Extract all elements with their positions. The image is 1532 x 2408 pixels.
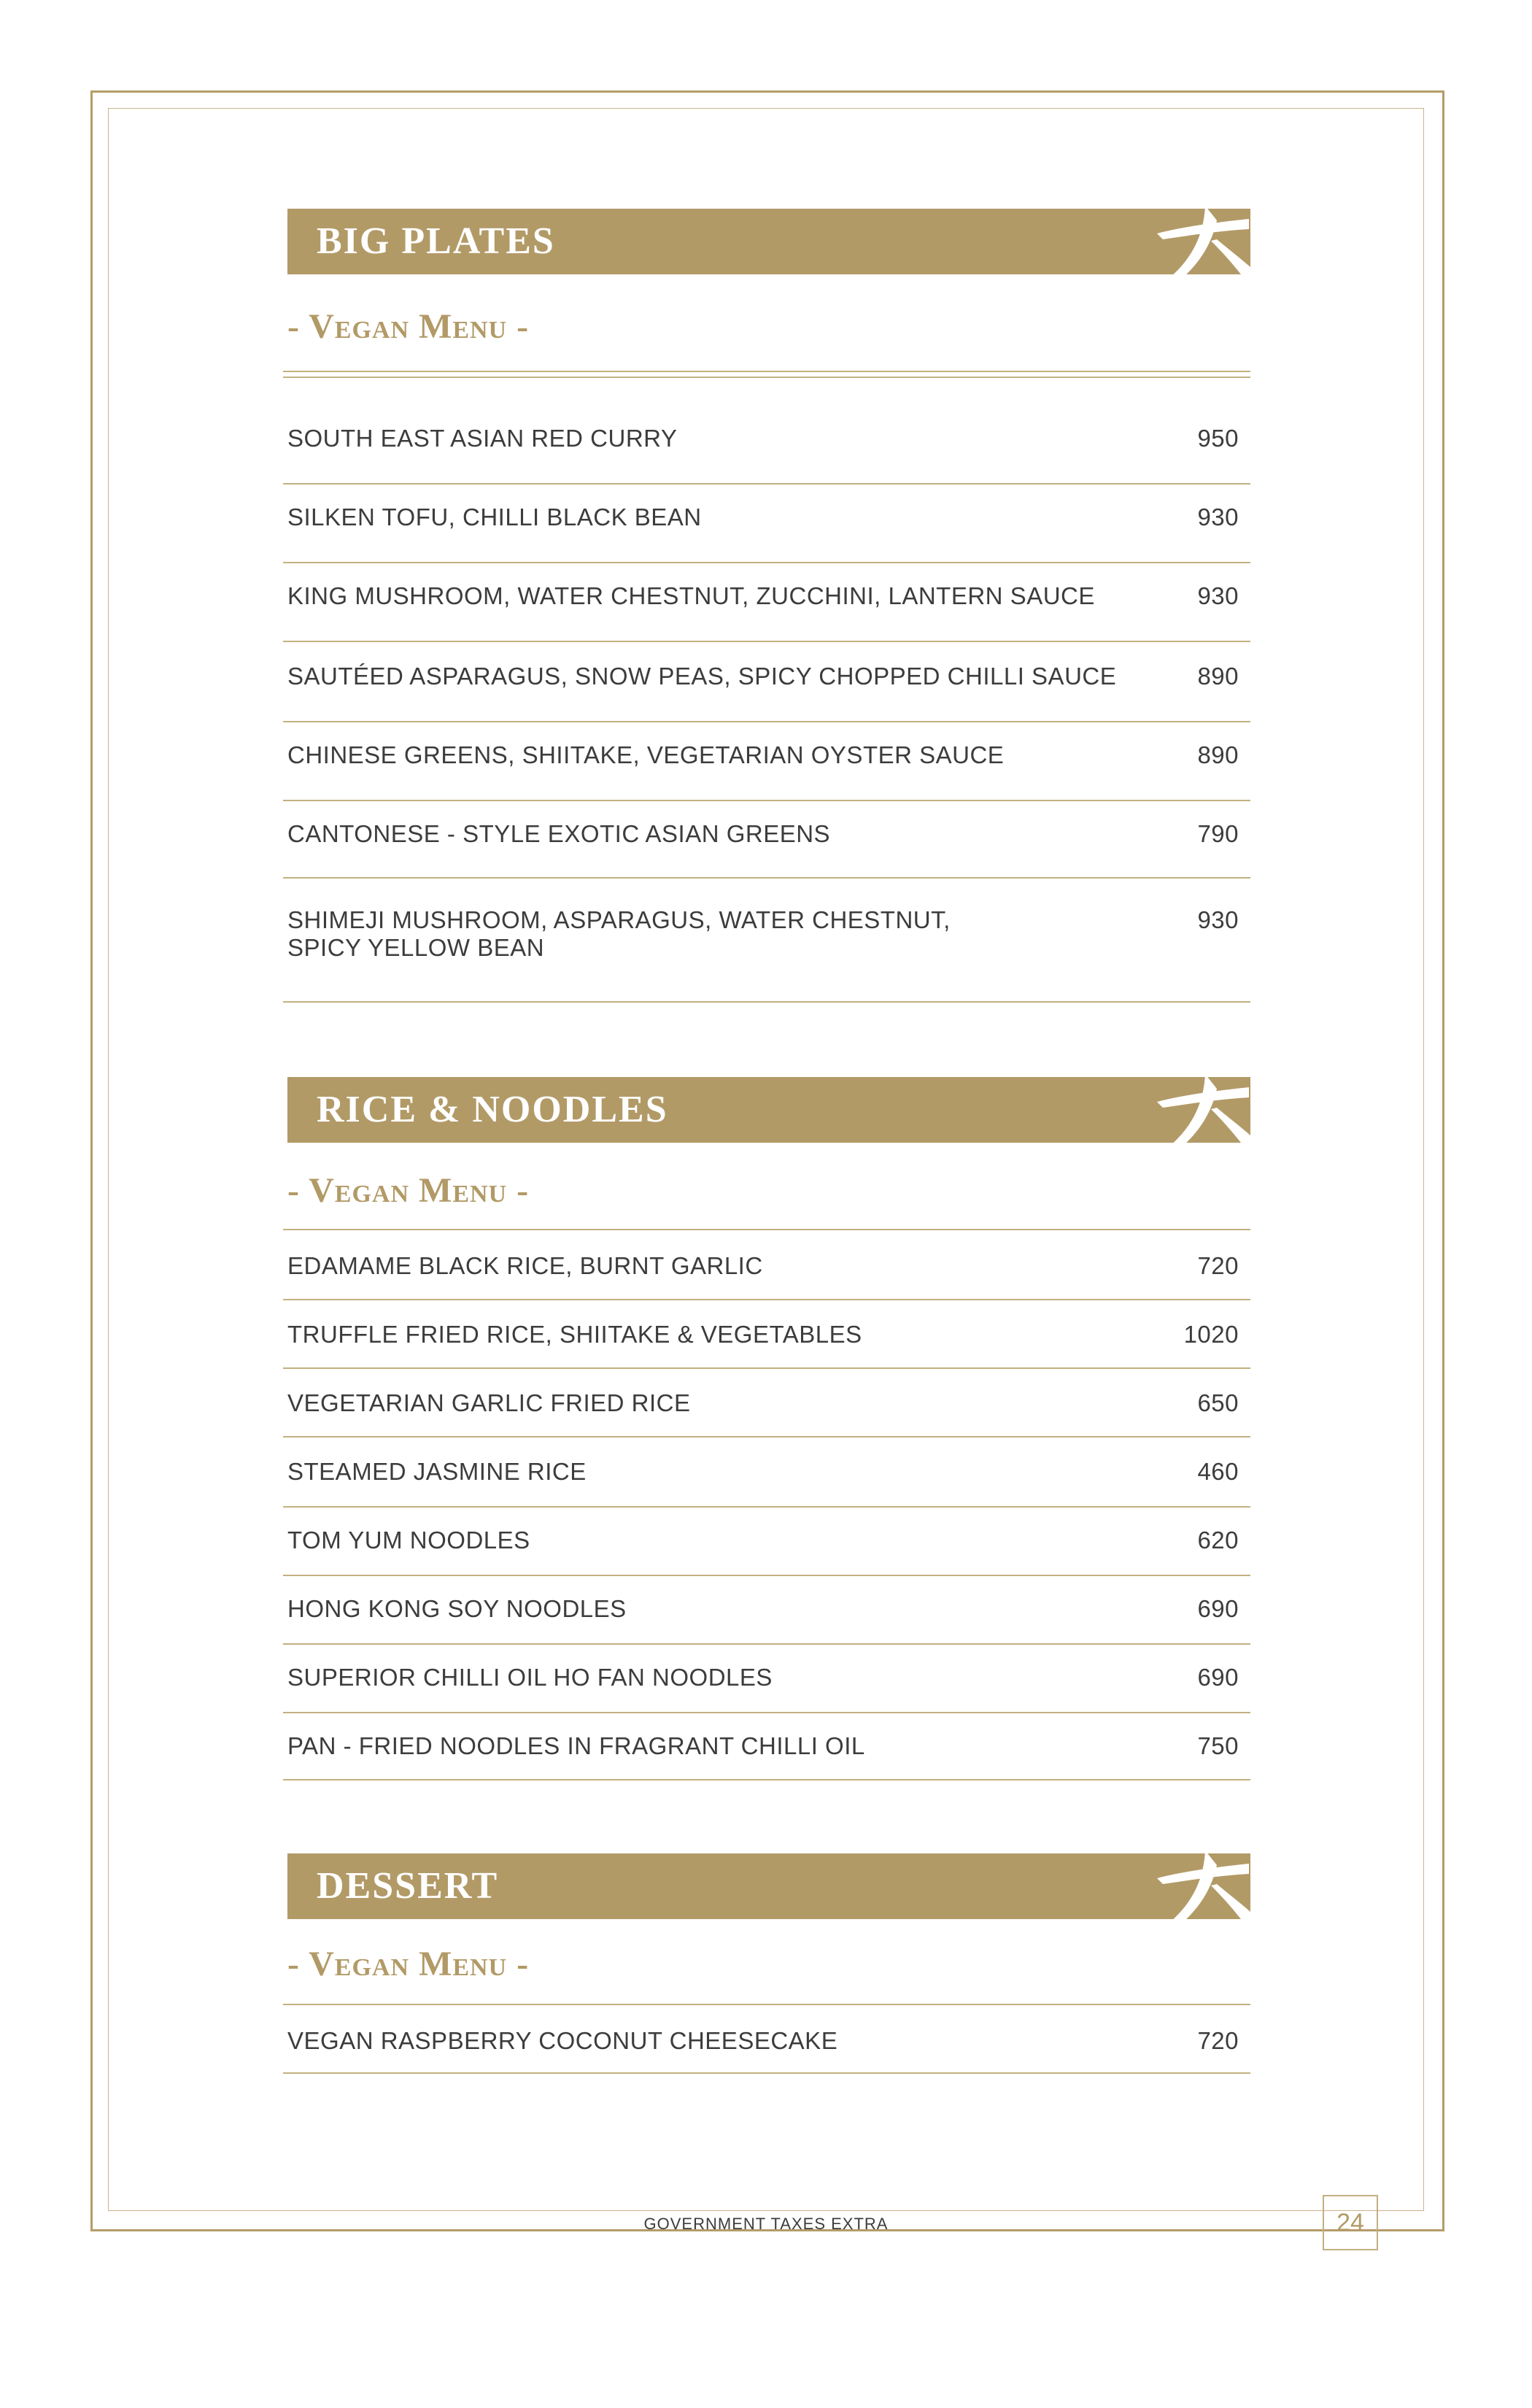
menu-item-price: 720 xyxy=(1197,2027,1239,2054)
section-subtitle: - Vegan Menu - xyxy=(287,1171,530,1210)
item-divider xyxy=(283,483,1250,485)
section-big-plates xyxy=(287,209,1250,961)
footer-note: GOVERNMENT TAXES EXTRA xyxy=(643,2215,889,2233)
item-divider xyxy=(283,2072,1250,2074)
menu-item-name: TRUFFLE FRIED RICE, SHIITAKE & VEGETABLES xyxy=(287,1321,862,1348)
item-divider xyxy=(283,1643,1250,1645)
chinese-character-da-icon xyxy=(1141,206,1250,277)
menu-item-price: 750 xyxy=(1197,1732,1239,1759)
section-dessert xyxy=(287,1853,1250,2054)
double-rule-top xyxy=(283,371,1250,372)
menu-item-name: SILKEN TOFU, CHILLI BLACK BEAN xyxy=(287,503,702,530)
menu-item-price: 720 xyxy=(1197,1252,1239,1279)
double-rule-bottom xyxy=(283,377,1250,378)
section-subtitle: - Vegan Menu - xyxy=(287,307,530,346)
item-divider xyxy=(283,1779,1250,1780)
item-divider xyxy=(283,1436,1250,1438)
menu-item-price: 690 xyxy=(1197,1664,1239,1691)
section-rule xyxy=(283,1229,1250,1230)
menu-item-name: SUPERIOR CHILLI OIL HO FAN NOODLES xyxy=(287,1664,773,1691)
menu-item-name: VEGAN RASPBERRY COCONUT CHEESECAKE xyxy=(287,2027,838,2054)
section-subtitle: - Vegan Menu - xyxy=(287,1945,530,1983)
item-divider xyxy=(283,562,1250,563)
item-divider xyxy=(283,877,1250,879)
section-title: RICE & NOODLES xyxy=(317,1089,668,1130)
menu-item-name: SOUTH EAST ASIAN RED CURRY xyxy=(287,425,678,452)
item-divider xyxy=(283,1712,1250,1713)
menu-item-name: VEGETARIAN GARLIC FRIED RICE xyxy=(287,1389,691,1416)
section-rule xyxy=(283,2004,1250,2005)
section-banner xyxy=(287,209,1250,274)
menu-item-name: SAUTÉED ASPARAGUS, SNOW PEAS, SPICY CHOPPED CHILLI SAUCE xyxy=(287,663,1117,690)
menu-item-name: HONG KONG SOY NOODLES xyxy=(287,1595,627,1622)
menu-item-name: STEAMED JASMINE RICE xyxy=(287,1458,587,1485)
item-divider xyxy=(283,1299,1250,1300)
item-divider xyxy=(283,1506,1250,1508)
section-banner xyxy=(287,1853,1250,1919)
chinese-character-da-icon xyxy=(1141,1074,1250,1146)
menu-item-name: CANTONESE - STYLE EXOTIC ASIAN GREENS xyxy=(287,820,831,847)
section-title: DESSERT xyxy=(317,1865,499,1907)
menu-item-price: 1020 xyxy=(1183,1321,1239,1348)
menu-item-price: 460 xyxy=(1197,1458,1239,1485)
item-divider xyxy=(283,1367,1250,1369)
menu-item-price: 890 xyxy=(1197,663,1239,690)
menu-item-price: 930 xyxy=(1197,582,1239,609)
item-divider xyxy=(283,1001,1250,1003)
menu-item-price: 620 xyxy=(1197,1527,1239,1554)
menu-item-name: CHINESE GREENS, SHIITAKE, VEGETARIAN OYSTER SAUCE xyxy=(287,741,1005,768)
menu-item-price: 950 xyxy=(1197,425,1239,452)
menu-item-price: 790 xyxy=(1197,820,1239,847)
menu-item-name: EDAMAME BLACK RICE, BURNT GARLIC xyxy=(287,1252,763,1279)
item-divider xyxy=(283,721,1250,722)
menu-item-price: 890 xyxy=(1197,741,1239,768)
item-divider xyxy=(283,1575,1250,1576)
menu-item-name: PAN - FRIED NOODLES IN FRAGRANT CHILLI OIL xyxy=(287,1732,865,1759)
section-rice-noodles xyxy=(287,1077,1250,1759)
menu-item-price: 930 xyxy=(1197,906,1239,933)
menu-item-name: SHIMEJI MUSHROOM, ASPARAGUS, WATER CHESTNUT, SPICY YELLOW BEAN xyxy=(287,906,951,961)
section-banner xyxy=(287,1077,1250,1143)
item-divider xyxy=(283,800,1250,801)
menu-item-name: KING MUSHROOM, WATER CHESTNUT, ZUCCHINI, LANTERN SAUCE xyxy=(287,582,1095,609)
menu-item-price: 650 xyxy=(1197,1389,1239,1416)
menu-item-price: 690 xyxy=(1197,1595,1239,1622)
menu-item-name: TOM YUM NOODLES xyxy=(287,1527,530,1554)
section-title: BIG PLATES xyxy=(317,220,555,262)
menu-item-price: 930 xyxy=(1197,503,1239,530)
page-number: 24 xyxy=(1323,2195,1378,2250)
item-divider xyxy=(283,641,1250,642)
chinese-character-da-icon xyxy=(1141,1851,1250,1922)
